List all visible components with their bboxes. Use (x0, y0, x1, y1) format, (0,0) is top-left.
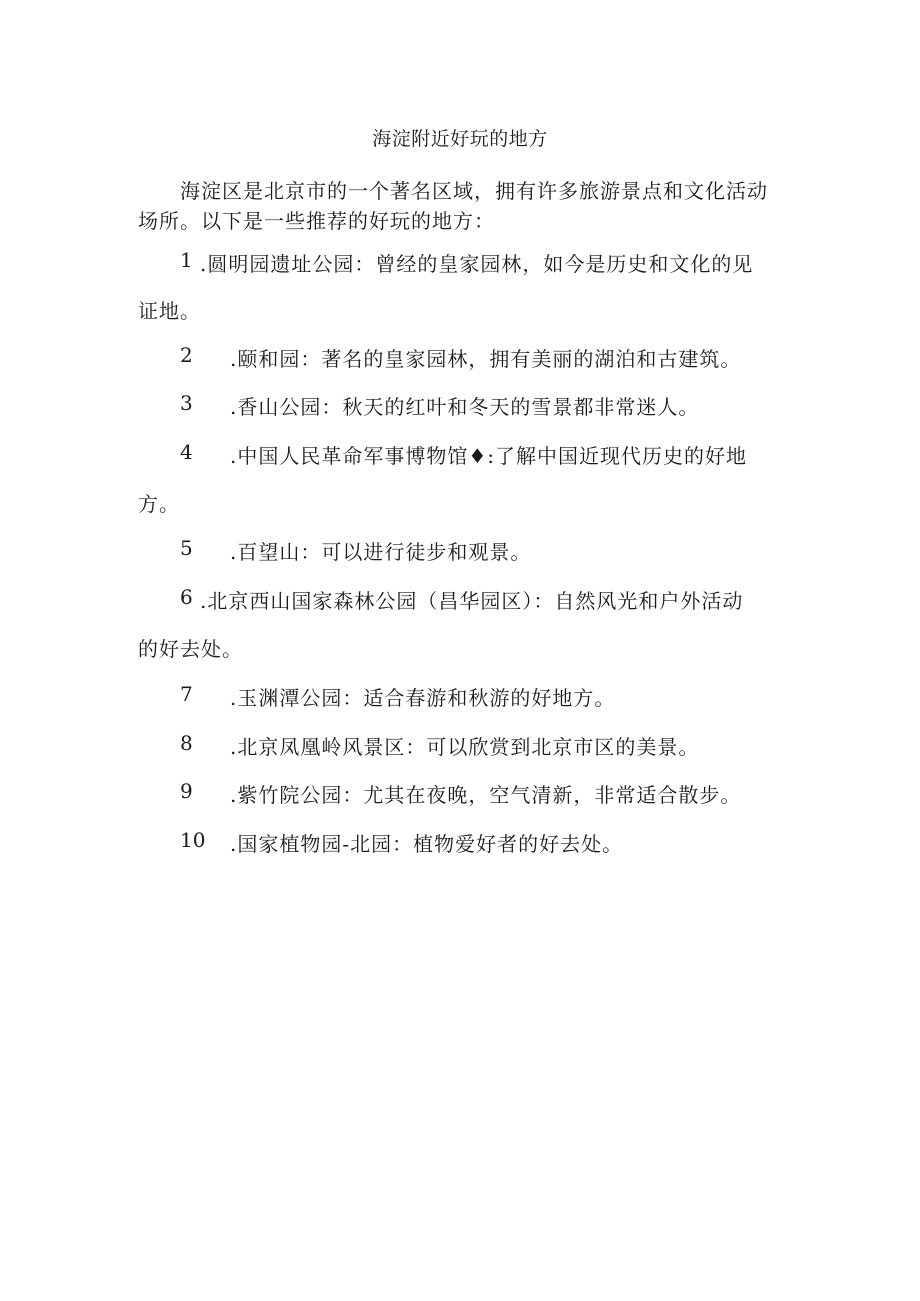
list-item-number: 2 (180, 343, 193, 367)
list-item-text: .北京西山国家森林公园（昌华园区）：自然风光和户外活动 (200, 589, 744, 613)
document-title: 海淀附近好玩的地方 (372, 128, 548, 150)
list-item-number: 6 (180, 585, 193, 609)
list-item-text-continued: 的好去处。 (138, 637, 243, 661)
list-item-number: 5 (180, 536, 193, 560)
list-item-text: .圆明园遗址公园：曾经的皇家园林，如今是历史和文化的见 (200, 252, 754, 276)
list-item-number: 1 (180, 248, 193, 272)
list-item-text: .国家植物园-北园：植物爱好者的好去处。 (230, 832, 624, 856)
list-item-number: 10 (180, 828, 206, 852)
list-item-text: .香山公园：秋天的红叶和冬天的雪景都非常迷人。 (230, 395, 700, 419)
list-item-number: 8 (180, 731, 193, 755)
list-item-text: .颐和园：著名的皇家园林，拥有美丽的湖泊和古建筑。 (230, 347, 742, 371)
list-item-text: .紫竹院公园：尤其在夜晚，空气清新，非常适合散步。 (230, 783, 742, 807)
list-item-text-continued: 方。 (138, 492, 180, 516)
list-item-text: .中国人民革命军事博物馆♦:了解中国近现代历史的好地 (230, 444, 748, 468)
list-item-text: .玉渊潭公园：适合春游和秋游的好地方。 (230, 686, 616, 710)
list-item-number: 3 (180, 391, 193, 415)
intro-paragraph-line-1: 海淀区是北京市的一个著名区域，拥有许多旅游景点和文化活动 (180, 179, 768, 203)
list-item-text: .北京凤凰岭风景区：可以欣赏到北京市区的美景。 (230, 735, 700, 759)
list-item-number: 7 (180, 682, 193, 706)
list-item-number: 4 (180, 440, 193, 464)
list-item-text: .百望山：可以进行徒步和观景。 (230, 540, 532, 564)
list-item-number: 9 (180, 779, 193, 803)
intro-paragraph-line-2: 场所。以下是一些推荐的好玩的地方： (138, 209, 495, 233)
list-item-text-continued: 证地。 (138, 299, 201, 323)
